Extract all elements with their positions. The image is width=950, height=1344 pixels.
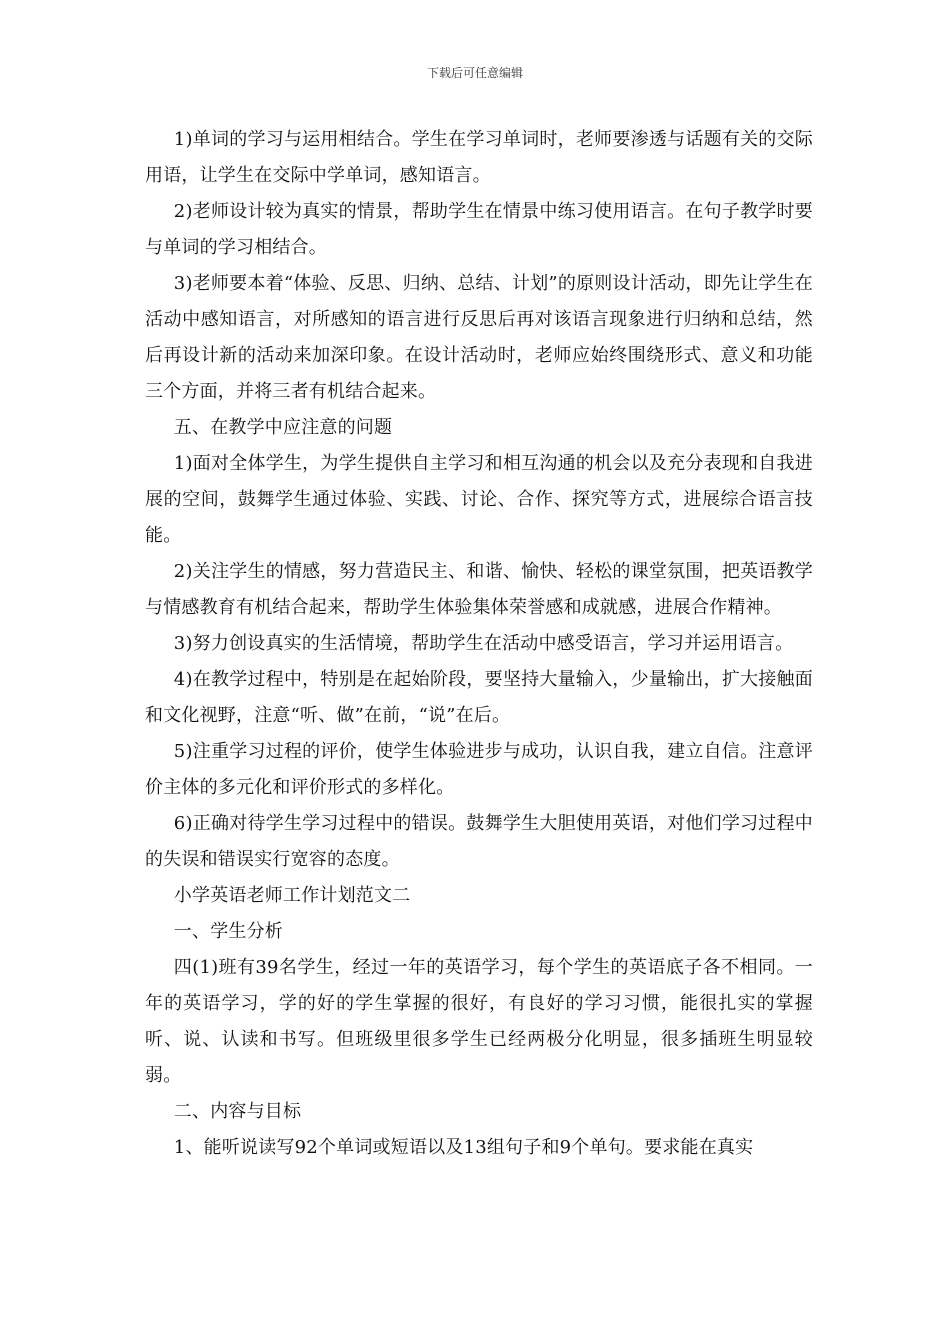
page-header: 下载后可任意编辑	[426, 66, 523, 80]
paragraph: 3)老师要本着“体验、反思、归纳、总结、计划”的原则设计活动，即先让学生在活动中感知语言，对所感知的语言进行反思后再对该语言现象进行归纳和总结，然后再设计新的活动来加深印象。在设计活动时，老师应始终围绕形式、意义和功能三个方面，并将三者有机结合起来。	[145, 273, 813, 402]
section-heading: 五、在教学中应注意的问题	[173, 417, 393, 438]
paragraph: 4)在教学过程中，特别是在起始阶段，要坚持大量输入，少量输出，扩大接触面和文化视野，注意“听、做”在前，“说”在后。	[145, 669, 813, 726]
paragraph: 1)单词的学习与运用相结合。学生在学习单词时，老师要渗透与话题有关的交际用语，让学生在交际中学单词，感知语言。	[145, 129, 813, 186]
paragraph: 1、能听说读写92个单词或短语以及13组句子和9个单句。要求能在真实	[173, 1137, 754, 1158]
paragraph: 1)面对全体学生，为学生提供自主学习和相互沟通的机会以及充分表现和自我进展的空间，鼓舞学生通过体验、实践、讨论、合作、探究等方式，进展综合语言技能。	[145, 453, 813, 546]
paragraph: 四(1)班有39名学生，经过一年的英语学习，每个学生的英语底子各不相同。一年的英语学习，学的好的学生掌握的很好，有良好的学习习惯，能很扎实的掌握听、说、认读和书写。但班级里很多学生已经两极分化明显，很多插班生明显较弱。	[145, 957, 813, 1086]
document-body	[145, 122, 813, 1166]
paragraph: 2)老师设计较为真实的情景，帮助学生在情景中练习使用语言。在句子教学时要与单词的学习相结合。	[145, 201, 813, 258]
paragraph: 3)努力创设真实的生活情境，帮助学生在活动中感受语言，学习并运用语言。	[173, 633, 794, 654]
paragraph: 2)关注学生的情感，努力营造民主、和谐、愉快、轻松的课堂氛围，把英语教学与情感教育有机结合起来，帮助学生体验集体荣誉感和成就感，进展合作精神。	[145, 561, 813, 618]
section-heading: 二、内容与目标	[173, 1101, 302, 1122]
paragraph: 5)注重学习过程的评价，使学生体验进步与成功，认识自我，建立自信。注意评价主体的多元化和评价形式的多样化。	[145, 741, 813, 798]
paragraph: 6)正确对待学生学习过程中的错误。鼓舞学生大胆使用英语，对他们学习过程中的失误和错误实行宽容的态度。	[145, 813, 813, 870]
section-heading: 一、学生分析	[173, 921, 283, 942]
document-title: 小学英语老师工作计划范文二	[173, 885, 411, 906]
